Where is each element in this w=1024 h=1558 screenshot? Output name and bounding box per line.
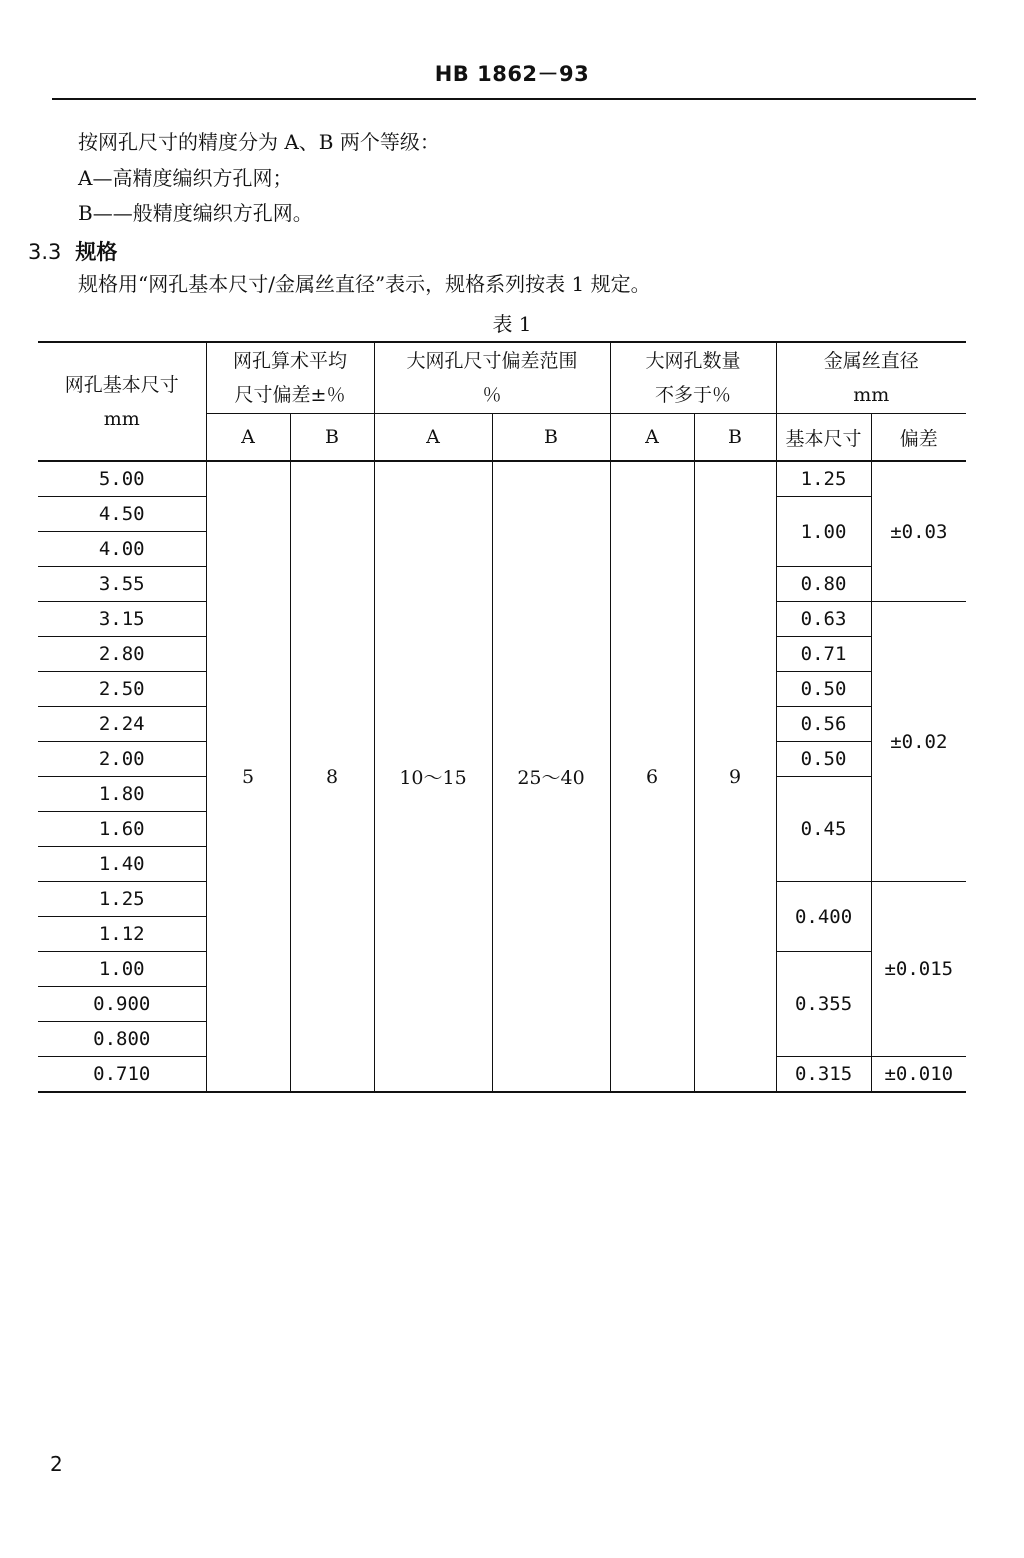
mesh-size-cell: 2.00 [38, 742, 206, 777]
wire-deviation-cell: ±0.010 [871, 1057, 966, 1093]
large-deviation-b: 25～40 [492, 461, 610, 1092]
wire-diameter-cell: 0.63 [776, 602, 871, 637]
mesh-size-cell: 2.50 [38, 672, 206, 707]
document-header: HB 1862－93 [434, 62, 590, 86]
wire-deviation-cell: ±0.02 [871, 602, 966, 882]
mesh-size-cell: 1.40 [38, 847, 206, 882]
section-title: 规格 [75, 240, 118, 264]
header-grade-a: A [374, 414, 492, 462]
wire-diameter-cell: 0.50 [776, 742, 871, 777]
header-wire-basic: 基本尺寸 [776, 414, 871, 462]
header-grade-b: B [694, 414, 776, 462]
header-grade-a: A [206, 414, 290, 462]
mesh-size-cell: 1.80 [38, 777, 206, 812]
paragraph-grade-b: B——般精度编织方孔网。 [78, 201, 313, 225]
header-wire-deviation: 偏差 [871, 414, 966, 462]
header-large-count: 大网孔数量 不多于％ [610, 342, 776, 414]
header-large-deviation: 大网孔尺寸偏差范围 ％ [374, 342, 610, 414]
mesh-size-cell: 3.55 [38, 567, 206, 602]
large-deviation-a: 10～15 [374, 461, 492, 1092]
mesh-size-cell: 4.00 [38, 532, 206, 567]
mesh-size-cell: 3.15 [38, 602, 206, 637]
large-count-b: 9 [694, 461, 776, 1092]
mesh-size-cell: 2.80 [38, 637, 206, 672]
mesh-size-cell: 1.12 [38, 917, 206, 952]
paragraph-grades: 按网孔尺寸的精度分为 A、B 两个等级： [78, 130, 440, 154]
header-grade-a: A [610, 414, 694, 462]
wire-diameter-cell: 0.400 [776, 882, 871, 952]
wire-diameter-cell: 0.80 [776, 567, 871, 602]
header-grade-b: B [290, 414, 374, 462]
mesh-size-cell: 0.800 [38, 1022, 206, 1057]
section-heading [28, 236, 117, 266]
wire-diameter-cell: 0.56 [776, 707, 871, 742]
avg-deviation-b: 8 [290, 461, 374, 1092]
wire-deviation-cell: ±0.015 [871, 882, 966, 1057]
mesh-size-cell: 0.710 [38, 1057, 206, 1093]
avg-deviation-a: 5 [206, 461, 290, 1092]
mesh-size-cell: 4.50 [38, 497, 206, 532]
wire-diameter-cell: 0.355 [776, 952, 871, 1057]
header-avg-deviation: 网孔算术平均 尺寸偏差±％ [206, 342, 374, 414]
header-rule [52, 98, 976, 100]
page-number: 2 [50, 1452, 63, 1476]
wire-diameter-cell: 0.50 [776, 672, 871, 707]
wire-diameter-cell: 0.45 [776, 777, 871, 882]
wire-diameter-cell: 0.71 [776, 637, 871, 672]
section-text: 规格用“网孔基本尺寸/金属丝直径”表示，规格系列按表 1 规定。 [78, 272, 651, 296]
wire-deviation-cell: ±0.03 [871, 461, 966, 602]
mesh-size-cell: 1.25 [38, 882, 206, 917]
table-caption: 表 1 [492, 312, 532, 336]
header-wire-diameter: 金属丝直径 mm [776, 342, 966, 414]
spec-table [38, 341, 966, 1093]
mesh-size-cell: 0.900 [38, 987, 206, 1022]
mesh-size-cell: 2.24 [38, 707, 206, 742]
header-grade-b: B [492, 414, 610, 462]
mesh-size-cell: 1.00 [38, 952, 206, 987]
wire-diameter-cell: 1.25 [776, 461, 871, 497]
wire-diameter-cell: 0.315 [776, 1057, 871, 1093]
mesh-size-cell: 5.00 [38, 461, 206, 497]
header-mesh-basic: 网孔基本尺寸 mm [38, 342, 206, 461]
section-number: 3.3 [28, 240, 62, 264]
large-count-a: 6 [610, 461, 694, 1092]
wire-diameter-cell: 1.00 [776, 497, 871, 567]
mesh-size-cell: 1.60 [38, 812, 206, 847]
paragraph-grade-a: A—高精度编织方孔网； [78, 166, 293, 190]
